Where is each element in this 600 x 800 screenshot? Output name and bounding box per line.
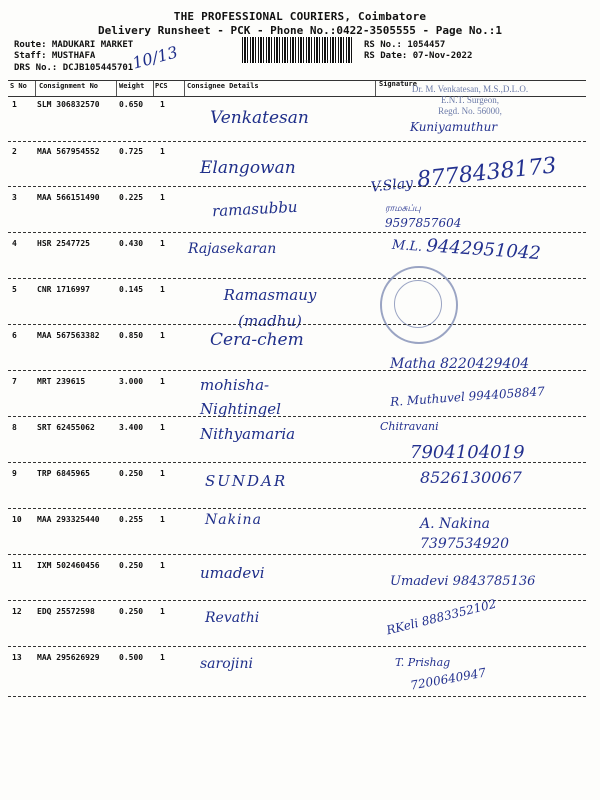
row-pcs: 1: [160, 377, 165, 386]
row-pcs: 1: [160, 515, 165, 524]
staff-label: Staff: MUSTHAFA: [14, 51, 96, 61]
row-sno: 3: [12, 193, 17, 202]
rs-number: RS No.: 1054457: [364, 40, 446, 50]
row-sno: 1: [12, 100, 17, 109]
consignee-name: Rajasekaran: [188, 241, 277, 257]
handwritten-count: 10/13: [130, 42, 180, 73]
col-consignment: Consignment No: [39, 82, 99, 90]
signature: Kuniyamuthur: [410, 120, 498, 134]
row-sno: 4: [12, 239, 17, 248]
row-consignment: MAA 567563382: [37, 331, 100, 340]
company-seal: [380, 266, 458, 344]
row-pcs: 1: [160, 653, 165, 662]
row-sno: 12: [12, 607, 22, 616]
row-pcs: 1: [160, 331, 165, 340]
row-pcs: 1: [160, 147, 165, 156]
row-consignment: MAA 295626929: [37, 653, 100, 662]
company-title: THE PROFESSIONAL COURIERS, Coimbatore: [173, 10, 427, 23]
consignee-name: Nithyamaria: [200, 425, 296, 443]
row-pcs: 1: [160, 193, 165, 202]
row-consignment: HSR 2547725: [37, 239, 90, 248]
signature: M.L. 9442951042: [391, 235, 542, 265]
row-consignment: MAA 566151490: [37, 193, 100, 202]
col-signature: Signature: [379, 80, 417, 88]
row-weight: 0.725: [119, 147, 144, 156]
col-pcs: PCS: [155, 82, 168, 90]
row-weight: 0.145: [119, 285, 144, 294]
col-consignee: Consignee Details: [187, 82, 259, 90]
signature: A. Nakina 7397534920: [420, 516, 510, 552]
row-consignment: TRP 6845965: [37, 469, 90, 478]
signature: Matha 8220429404: [390, 356, 530, 372]
row-consignment: EDQ 25572598: [37, 607, 95, 616]
row-consignment: MRT 239615: [37, 377, 86, 386]
consignee-name: Elangowan: [200, 158, 296, 178]
signature: RKeli 8883352102: [384, 596, 498, 638]
row-weight: 0.650: [119, 100, 144, 109]
row-sno: 7: [12, 377, 17, 386]
row-pcs: 1: [160, 100, 165, 109]
consignee-name: SUNDAR: [205, 472, 288, 490]
rs-date: RS Date: 07-Nov-2022: [364, 51, 473, 61]
table-top-rule: [8, 80, 586, 81]
row-pcs: 1: [160, 423, 165, 432]
row-pcs: 1: [160, 607, 165, 616]
row-weight: 0.250: [119, 469, 144, 478]
signature: 8526130067: [420, 468, 522, 487]
row-sno: 6: [12, 331, 17, 340]
row-weight: 3.400: [119, 423, 144, 432]
row-sno: 11: [12, 561, 22, 570]
row-consignment: IXM 502460456: [37, 561, 100, 570]
row-weight: 0.250: [119, 561, 144, 570]
consignee-name: umadevi: [200, 564, 265, 582]
consignee-name: Ramasmauy (madhu): [223, 286, 317, 330]
consignee-name: Cera-chem: [210, 330, 304, 350]
barcode-image: [242, 37, 352, 63]
row-weight: 3.000: [119, 377, 144, 386]
runsheet-subtitle: Delivery Runsheet - PCK - Phone No.:0422-3505555 - Page No.:1: [98, 24, 502, 37]
consignee-name: mohisha-Nightingel: [200, 376, 281, 418]
row-sno: 9: [12, 469, 17, 478]
row-sno: 10: [12, 515, 22, 524]
row-weight: 0.225: [119, 193, 144, 202]
col-sno: S No: [10, 82, 27, 90]
row-weight: 0.250: [119, 607, 144, 616]
consignee-name: ramasubbu: [211, 197, 298, 221]
signature-scribble: T. Prishag: [395, 656, 451, 669]
row-weight: 0.430: [119, 239, 144, 248]
row-consignment: MAA 567954552: [37, 147, 100, 156]
signature: Umadevi 9843785136: [390, 574, 536, 589]
row-consignment: SLM 306832570: [37, 100, 100, 109]
consignee-name: Venkatesan: [210, 108, 309, 128]
row-pcs: 1: [160, 285, 165, 294]
consignee-name: Revathi: [205, 610, 260, 626]
row-weight: 0.255: [119, 515, 144, 524]
row-pcs: 1: [160, 561, 165, 570]
signature-scribble: ராமசுப்பு: [385, 204, 421, 214]
signature: 9597857604: [385, 216, 462, 230]
row-consignment: CNR 1716997: [37, 285, 90, 294]
row-weight: 0.850: [119, 331, 144, 340]
col-weight: Weight: [119, 82, 145, 90]
consignee-name: Nakina: [205, 512, 262, 528]
doctor-stamp: Dr. M. Venkatesan, M.S.,D.L.O. E.N.T. Surgeon, Regd. No. 56000,: [411, 84, 529, 116]
drs-number: DRS No.: DCJB105445701: [14, 63, 134, 73]
row-sno: 2: [12, 147, 17, 156]
signature: V.Slay 8778438173: [369, 153, 558, 196]
consignee-name: sarojini: [200, 656, 253, 672]
signature: 7200640947: [409, 665, 487, 693]
row-consignment: MAA 293325440: [37, 515, 100, 524]
row-pcs: 1: [160, 239, 165, 248]
signature: 7904104019: [410, 442, 525, 463]
route-label: Route: MADUKARI MARKET: [14, 40, 134, 50]
signature: R. Muthuvel 9944058847: [389, 384, 546, 409]
row-consignment: SRT 62455062: [37, 423, 95, 432]
row-sno: 5: [12, 285, 17, 294]
row-weight: 0.500: [119, 653, 144, 662]
signature-scribble: Chitravani: [380, 420, 439, 433]
row-pcs: 1: [160, 469, 165, 478]
row-sno: 13: [12, 653, 22, 662]
row-sno: 8: [12, 423, 17, 432]
